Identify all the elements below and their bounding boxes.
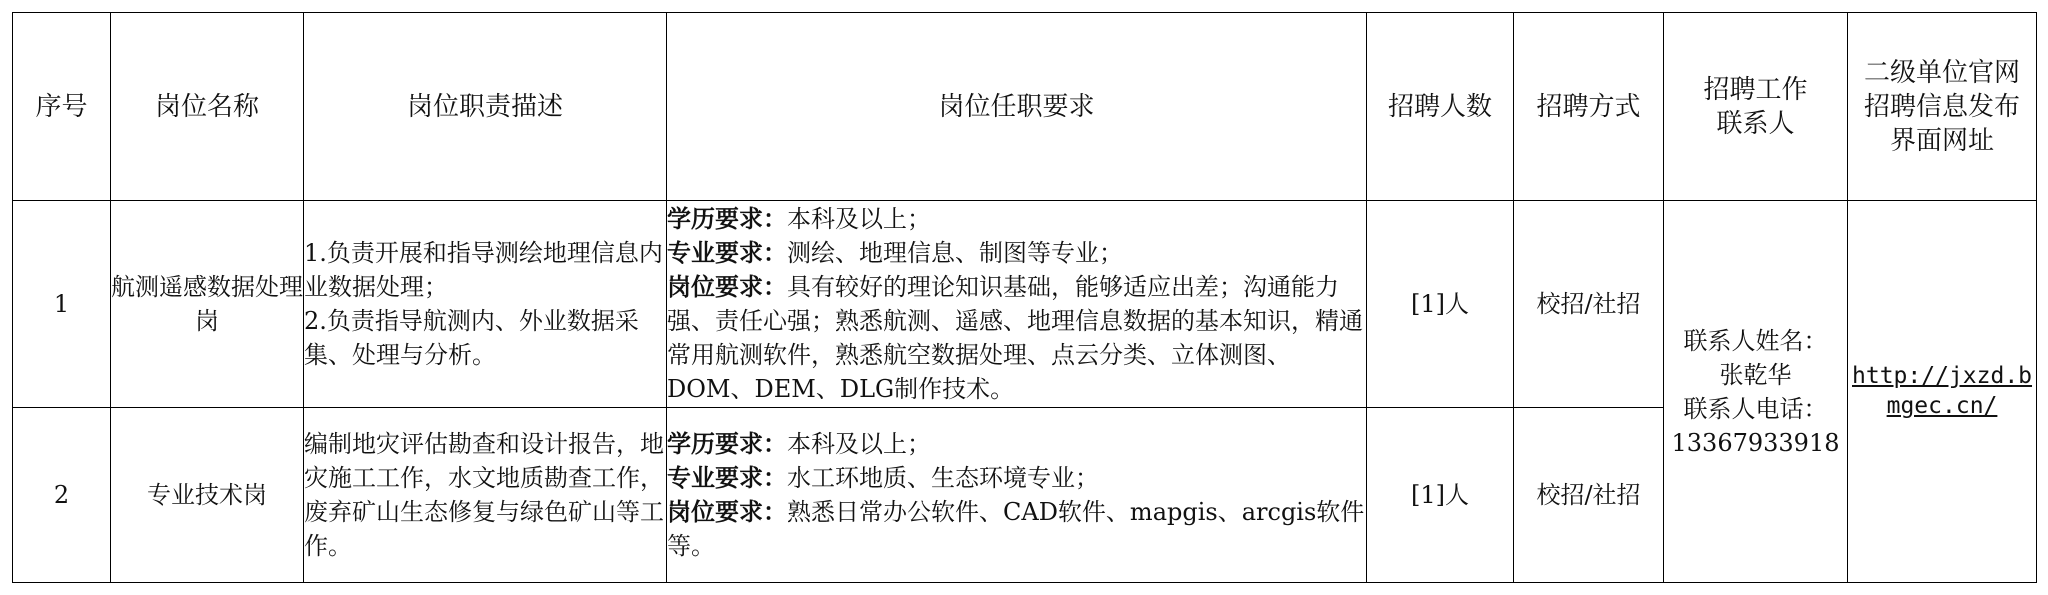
- header-contact: 招聘工作 联系人: [1664, 13, 1848, 201]
- header-index: 序号: [13, 13, 111, 201]
- row-duties: 1.负责开展和指导测绘地理信息内业数据处理； 2.负责指导航测内、外业数据采集、处理与分析。: [304, 201, 667, 408]
- row-headcount: [1]人: [1367, 408, 1514, 583]
- requirement-label: 学历要求：: [667, 429, 787, 458]
- contact-phone: 13367933918: [1671, 428, 1840, 457]
- table-row: [13, 201, 2037, 408]
- requirement-label: 专业要求：: [667, 238, 787, 267]
- row-duties: 编制地灾评估勘查和设计报告，地灾施工工作，水文地质勘查工作，废弃矿山生态修复与绿色矿山等工作。: [304, 408, 667, 583]
- header-headcount: 招聘人数: [1367, 13, 1514, 201]
- header-duties: 岗位职责描述: [304, 13, 667, 201]
- row-requirements: [667, 201, 1367, 408]
- requirement-label: 专业要求：: [667, 463, 787, 492]
- row-method: 校招/社招: [1514, 408, 1664, 583]
- header-method: 招聘方式: [1514, 13, 1664, 201]
- row-method: 校招/社招: [1514, 201, 1664, 408]
- header-website: 二级单位官网 招聘信息发布 界面网址: [1848, 13, 2037, 201]
- contact-cell: [1664, 201, 1848, 583]
- contact-name-label: 联系人姓名：: [1683, 326, 1828, 355]
- requirement-label: 岗位要求：: [667, 497, 787, 526]
- header-position-name: 岗位名称: [111, 13, 304, 201]
- requirement-value: 测绘、地理信息、制图等专业；: [787, 239, 1123, 267]
- requirement-education: [667, 427, 1366, 461]
- requirement-major: [667, 236, 1366, 270]
- contact-phone-label: 联系人电话：: [1683, 394, 1828, 423]
- website-link[interactable]: http://jxzd.bmgec.cn/: [1852, 363, 2033, 419]
- recruitment-table: [12, 12, 2037, 583]
- row-requirements: [667, 408, 1367, 583]
- row-position-name: 专业技术岗: [111, 408, 304, 583]
- header-requirements: 岗位任职要求: [667, 13, 1367, 201]
- requirement-value: 熟悉日常办公软件、CAD软件、mapgis、arcgis软件等。: [667, 498, 1365, 560]
- contact-name: 张乾华: [1719, 360, 1792, 389]
- row-headcount: [1]人: [1367, 201, 1514, 408]
- row-position-name: 航测遥感数据处理岗: [111, 201, 304, 408]
- requirement-position: [667, 270, 1366, 406]
- requirement-position: [667, 495, 1366, 563]
- requirement-label: 学历要求：: [667, 204, 787, 233]
- requirement-value: 本科及以上；: [787, 205, 931, 233]
- recruitment-sheet: [12, 12, 2037, 583]
- table-header-row: [13, 13, 2037, 201]
- requirement-major: [667, 461, 1366, 495]
- requirement-value: 本科及以上；: [787, 430, 931, 458]
- row-index: 1: [13, 201, 111, 408]
- requirement-label: 岗位要求：: [667, 272, 787, 301]
- requirement-value: 水工环地质、生态环境专业；: [787, 464, 1099, 492]
- website-cell: [1848, 201, 2037, 583]
- requirement-education: [667, 202, 1366, 236]
- row-index: 2: [13, 408, 111, 583]
- requirement-value: 具有较好的理论知识基础，能够适应出差；沟通能力强、责任心强；熟悉航测、遥感、地理信息数据的基本知识，精通常用航测软件，熟悉航空数据处理、点云分类、立体测图、DOM、DEM、DLG制作技术。: [667, 273, 1363, 403]
